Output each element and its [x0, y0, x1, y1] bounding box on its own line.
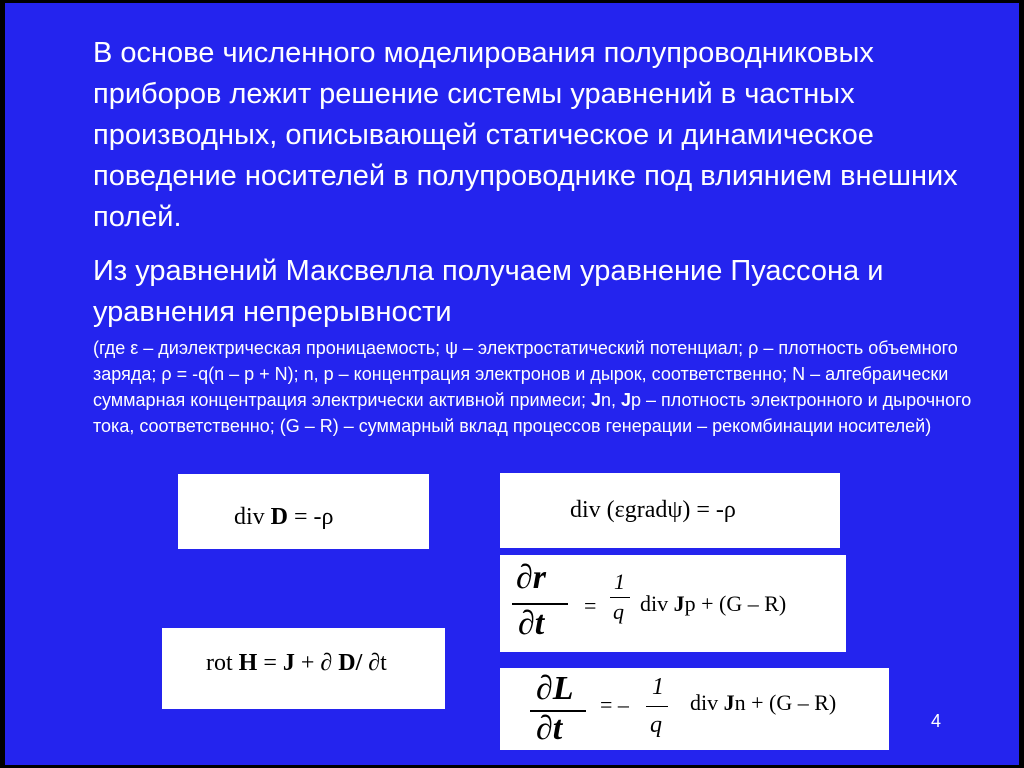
equation-continuity-n	[500, 668, 889, 750]
eq4-pre: rot	[206, 650, 239, 676]
eq3-small-denominator: q	[613, 599, 624, 624]
note-jp-rest: p – плотность электронного и дырочного тока, соответственно; (G – R) – суммарный вклад процессов генерации – рекомбинации носителей)	[93, 390, 972, 436]
eq5-small-fraction-line	[646, 706, 668, 707]
eq5-equals: = –	[600, 692, 629, 717]
note-jn-bold: J	[590, 390, 601, 410]
eq3-small-numerator: 1	[614, 569, 625, 594]
eq5-small-denominator: q	[650, 712, 662, 738]
eq5-small-numerator: 1	[652, 674, 664, 700]
note-text: (где ε – диэлектрическая проницаемость; ψ – электростатический потенциал; ρ – плотность объемного заряда; ρ = -q(n – p + N); n, p – концентрация электронов и дырок, соответственно; N – алгебраически суммарная концентрация электрически активной примеси;	[93, 338, 958, 410]
eq4-j: J	[282, 650, 295, 676]
eq3-post: p + (G – R)	[684, 591, 787, 616]
equation-poisson	[500, 473, 840, 548]
page-number: 4	[931, 711, 942, 731]
eq4-mid1: =	[257, 650, 283, 676]
note-jp-bold: J	[620, 390, 631, 410]
equation-div-d	[178, 474, 429, 549]
maxwell-paragraph: Из уравнений Максвелла получаем уравнение Пуассона и уравнения непрерывности	[93, 255, 884, 328]
eq3-numerator: ∂r	[516, 559, 547, 596]
eq4-post: ∂t	[362, 650, 387, 676]
eq4-d: D/	[338, 650, 363, 676]
note-jn-rest: n,	[600, 390, 621, 410]
eq4-h: H	[238, 650, 258, 676]
eq5-post: n + (G – R)	[734, 690, 837, 715]
definitions-note	[93, 335, 993, 439]
equation-rot-h	[162, 628, 445, 709]
slide	[5, 3, 1019, 765]
equation-continuity-p	[500, 555, 846, 652]
eq3-denominator: ∂t	[518, 605, 545, 642]
eq5-bold: J	[723, 690, 735, 715]
eq2-text: div (εgradψ) = -ρ	[570, 497, 736, 523]
eq5-pre: div	[690, 690, 724, 715]
intro-paragraph: В основе численного моделирования полупроводниковых приборов лежит решение системы уравнений в частных производных, описывающей статическое и динамическое поведение носителей в полупроводнике под влиянием внешних полей.	[93, 37, 958, 233]
eq5-numerator: ∂L	[536, 670, 574, 707]
eq3-equals: =	[584, 593, 597, 618]
eq3-bold: J	[673, 591, 685, 616]
eq3-small-fraction-line	[610, 597, 630, 598]
eq1-post: = -ρ	[288, 504, 334, 530]
eq3-pre: div	[640, 591, 674, 616]
eq1-pre: div	[234, 504, 271, 530]
eq1-bold: D	[270, 504, 289, 530]
eq4-mid2: + ∂	[294, 650, 339, 676]
eq5-denominator: ∂t	[536, 710, 563, 747]
